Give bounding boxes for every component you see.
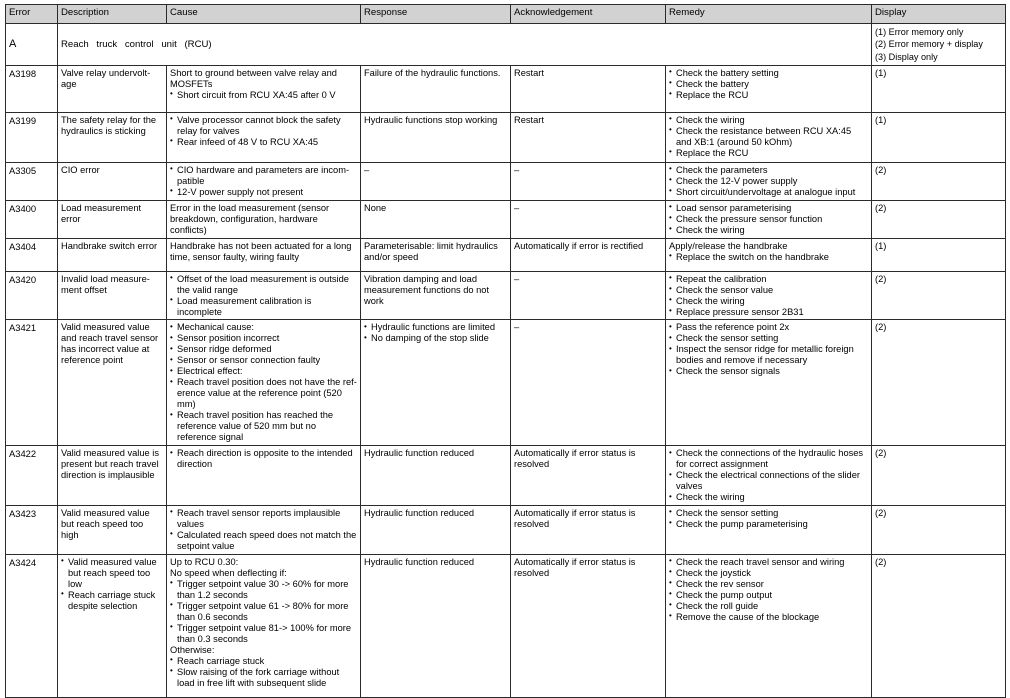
cell-display: (2)	[872, 320, 1006, 446]
cause-item: No speed when deflecting if:	[170, 567, 287, 578]
remedy-list	[669, 448, 868, 503]
cell-remedy	[666, 446, 872, 506]
column-header-display: Display	[872, 5, 1006, 24]
table-row	[6, 162, 1006, 200]
cell-display: (1)	[872, 112, 1006, 162]
cell-response	[361, 112, 511, 162]
acknowledgement-text: Automatically if error status is resolved	[514, 448, 636, 470]
cause-item: • Reach direction is opposite to the intended direction	[170, 448, 357, 470]
remedy-item: • Check the sensor value	[669, 285, 868, 296]
cause-list	[170, 274, 357, 318]
column-header-error: Error	[6, 5, 58, 24]
acknowledgement-text: –	[514, 322, 520, 333]
remedy-item: • Check the joystick	[669, 568, 868, 579]
table-row	[6, 112, 1006, 162]
cause-list	[170, 115, 357, 148]
cell-acknowledgement	[511, 446, 666, 506]
description-text: Valid measured value is present but reach travel direction is implausible	[61, 448, 160, 481]
cause-item: • Sensor ridge deformed	[170, 344, 357, 355]
cause-item: • Trigger setpoint value 30 -> 60% for more than 1.2 seconds	[170, 579, 357, 601]
cell-error-code: A3420	[6, 271, 58, 320]
acknowledgement-text: Automatically if error status is resolved	[514, 556, 636, 578]
cell-remedy	[666, 162, 872, 200]
display-legend	[872, 24, 1006, 66]
cell-acknowledgement	[511, 505, 666, 554]
acknowledgement-text: Automatically if error is rectified	[514, 240, 644, 251]
cell-acknowledgement	[511, 320, 666, 446]
cell-response	[361, 200, 511, 238]
cause-list	[170, 448, 357, 470]
description-list	[61, 557, 163, 612]
display-legend-line: (1) Error memory only	[875, 27, 964, 37]
description-item: • Reach carriage stuck despite selection	[61, 590, 163, 612]
remedy-list	[669, 165, 868, 198]
remedy-item: • Check the pressure sensor function	[669, 214, 868, 225]
response-text: –	[364, 164, 370, 175]
table-row	[6, 271, 1006, 320]
table-header	[6, 5, 1006, 24]
cause-item: • Trigger setpoint value 81-> 100% for more than 0.3 seconds	[170, 623, 357, 645]
remedy-item: • Check the parameters	[669, 165, 868, 176]
cell-description	[58, 238, 167, 271]
cause-item: • Calculated reach speed does not match the setpoint value	[170, 530, 357, 552]
cause-item: • Offset of the load measurement is outside the valid range	[170, 274, 357, 296]
table-row	[6, 200, 1006, 238]
remedy-item: • Check the 12-V power supply	[669, 176, 868, 187]
cell-remedy	[666, 271, 872, 320]
cell-acknowledgement	[511, 112, 666, 162]
cell-cause	[167, 200, 361, 238]
acknowledgement-text: Automatically if error status is resolved	[514, 507, 636, 529]
response-text: Vibration damping and load measurement functions do not work	[364, 273, 490, 306]
remedy-item: • Check the sensor signals	[669, 366, 868, 377]
group-title: Reach truck control unit (RCU)	[58, 24, 872, 66]
cell-error-code: A3404	[6, 238, 58, 271]
cell-cause	[167, 554, 361, 697]
table-row	[6, 446, 1006, 506]
cell-response	[361, 320, 511, 446]
cause-item: • Trigger setpoint value 61 -> 80% for more than 0.6 seconds	[170, 601, 357, 623]
remedy-item: • Check the pump parameterising	[669, 519, 868, 530]
acknowledgement-text: –	[514, 202, 520, 213]
cell-description	[58, 200, 167, 238]
remedy-item: • Inspect the sensor ridge for metallic foreign bodies and remove if necessary	[669, 344, 868, 366]
remedy-item: • Check the wiring	[669, 115, 868, 126]
remedy-list	[669, 115, 868, 159]
cell-display: (2)	[872, 162, 1006, 200]
description-text: Valve relay undervolt-age	[61, 67, 151, 89]
cell-cause	[167, 65, 361, 112]
table-row	[6, 554, 1006, 697]
cell-cause	[167, 320, 361, 446]
display-legend-line: (3) Display only	[875, 51, 938, 62]
cause-item: • Valve processor cannot block the safety relay for valves	[170, 115, 357, 137]
column-header-response: Response	[361, 5, 511, 24]
cause-item: • Electrical effect:	[170, 366, 357, 377]
cell-display: (1)	[872, 65, 1006, 112]
cell-error-code: A3421	[6, 320, 58, 446]
cell-remedy	[666, 554, 872, 697]
column-header-acknowledgement: Acknowledgement	[511, 5, 666, 24]
display-legend-line: (2) Error memory + display	[875, 39, 983, 50]
cell-cause	[167, 446, 361, 506]
response-text: Hydraulic function reduced	[364, 556, 475, 567]
table-row	[6, 320, 1006, 446]
remedy-list	[669, 203, 868, 236]
cause-text: Handbrake has not been actuated for a long time, sensor faulty, wiring faulty	[170, 240, 352, 262]
cell-cause	[167, 271, 361, 320]
cell-description	[58, 446, 167, 506]
remedy-item: • Short circuit/undervoltage at analogue input	[669, 187, 868, 198]
remedy-list	[669, 241, 868, 263]
remedy-item: • Check the wiring	[669, 492, 868, 503]
remedy-item: • Check the sensor setting	[669, 333, 868, 344]
cause-item: • Load measurement calibration is incomplete	[170, 296, 357, 318]
cell-display: (1)	[872, 238, 1006, 271]
cell-display: (2)	[872, 505, 1006, 554]
cause-item: • Short circuit from RCU XA:45 after 0 V	[170, 90, 357, 101]
cause-item: Otherwise:	[170, 644, 215, 655]
cause-list	[170, 508, 357, 552]
response-text: Hydraulic function reduced	[364, 448, 475, 459]
response-text: Hydraulic function reduced	[364, 507, 475, 518]
cell-display: (2)	[872, 271, 1006, 320]
cause-item: • Slow raising of the fork carriage without load in free lift with subsequent slide	[170, 667, 357, 689]
description-text: CIO error	[61, 164, 100, 175]
remedy-item: • Pass the reference point 2x	[669, 322, 868, 333]
description-text: Load measurement error	[61, 202, 142, 224]
description-text: Valid measured value but reach speed too high	[61, 507, 150, 540]
remedy-item: • Repeat the calibration	[669, 274, 868, 285]
remedy-list	[669, 322, 868, 377]
cell-response	[361, 162, 511, 200]
cell-error-code: A3198	[6, 65, 58, 112]
cell-error-code: A3422	[6, 446, 58, 506]
remedy-list	[669, 274, 868, 318]
group-band-row	[6, 24, 1006, 66]
remedy-item: • Check the battery	[669, 79, 868, 90]
response-text: Parameterisable: limit hydraulics and/or speed	[364, 240, 498, 262]
remedy-item: Apply/release the handbrake	[669, 240, 788, 251]
cell-remedy	[666, 200, 872, 238]
cell-display: (2)	[872, 200, 1006, 238]
cause-item: • CIO hardware and parameters are incom-patible	[170, 165, 357, 187]
cell-error-code: A3423	[6, 505, 58, 554]
column-header-description: Description	[58, 5, 167, 24]
response-text: Hydraulic functions stop working	[364, 114, 498, 125]
cause-item: • Mechanical cause:	[170, 322, 357, 333]
cell-error-code: A3305	[6, 162, 58, 200]
cell-description	[58, 162, 167, 200]
cell-remedy	[666, 238, 872, 271]
remedy-item: • Remove the cause of the blockage	[669, 612, 868, 623]
remedy-item: • Check the battery setting	[669, 68, 868, 79]
cell-description	[58, 320, 167, 446]
cell-error-code: A3400	[6, 200, 58, 238]
cause-item: Up to RCU 0.30:	[170, 556, 239, 567]
cause-list	[170, 68, 357, 101]
remedy-item: • Replace the RCU	[669, 148, 868, 159]
cell-description	[58, 554, 167, 697]
cell-description	[58, 505, 167, 554]
acknowledgement-text: Restart	[514, 67, 544, 78]
cause-item: • Sensor or sensor connection faulty	[170, 355, 357, 366]
response-text: Failure of the hydraulic functions.	[364, 67, 501, 78]
table-row	[6, 65, 1006, 112]
group-code: A	[6, 24, 58, 66]
cell-remedy	[666, 505, 872, 554]
description-text: Invalid load measure-ment offset	[61, 273, 150, 295]
cell-remedy	[666, 112, 872, 162]
cell-response	[361, 271, 511, 320]
table-body	[6, 24, 1006, 698]
cell-description	[58, 65, 167, 112]
cell-acknowledgement	[511, 200, 666, 238]
description-item: • Valid measured value but reach speed too low	[61, 557, 163, 590]
cell-description	[58, 271, 167, 320]
cause-list	[170, 165, 357, 198]
cause-list	[170, 322, 357, 443]
remedy-item: • Check the sensor setting	[669, 508, 868, 519]
cell-response	[361, 554, 511, 697]
table-row	[6, 238, 1006, 271]
column-header-remedy: Remedy	[666, 5, 872, 24]
table-header-row	[6, 5, 1006, 24]
remedy-item: • Check the reach travel sensor and wiring	[669, 557, 868, 568]
cause-item: • Reach travel position has reached the reference value of 520 mm but no reference signal	[170, 410, 357, 443]
error-code-table	[5, 4, 1006, 698]
cause-item: • Sensor position incorrect	[170, 333, 357, 344]
cause-item: • 12-V power supply not present	[170, 187, 357, 198]
cell-remedy	[666, 320, 872, 446]
remedy-list	[669, 508, 868, 530]
cause-item: • Reach carriage stuck	[170, 656, 357, 667]
cause-item: • Rear infeed of 48 V to RCU XA:45	[170, 137, 357, 148]
cause-list	[170, 557, 357, 689]
cell-response	[361, 238, 511, 271]
remedy-item: • Check the electrical connections of the slider valves	[669, 470, 868, 492]
cell-cause	[167, 505, 361, 554]
cell-acknowledgement	[511, 554, 666, 697]
remedy-item: • Check the resistance between RCU XA:45 and XB:1 (around 50 kOhm)	[669, 126, 868, 148]
remedy-item: • Check the wiring	[669, 225, 868, 236]
remedy-list	[669, 557, 868, 623]
cell-description	[58, 112, 167, 162]
remedy-item: • Replace pressure sensor 2B31	[669, 307, 868, 318]
cell-response	[361, 446, 511, 506]
cell-acknowledgement	[511, 271, 666, 320]
cell-cause	[167, 238, 361, 271]
acknowledgement-text: –	[514, 273, 520, 284]
description-text: The safety relay for the hydraulics is sticking	[61, 114, 157, 136]
cell-display: (2)	[872, 554, 1006, 697]
remedy-list	[669, 68, 868, 101]
cause-text: Error in the load measurement (sensor breakdown, configuration, hardware conflicts)	[170, 202, 330, 235]
acknowledgement-text: –	[514, 164, 520, 175]
cell-display: (2)	[872, 446, 1006, 506]
cell-error-code: A3199	[6, 112, 58, 162]
column-header-cause: Cause	[167, 5, 361, 24]
acknowledgement-text: Restart	[514, 114, 544, 125]
cell-response	[361, 505, 511, 554]
response-text: None	[364, 202, 387, 213]
response-item: • Hydraulic functions are limited	[364, 322, 507, 333]
description-text: Handbrake switch error	[61, 240, 158, 251]
cell-remedy	[666, 65, 872, 112]
remedy-item: • Check the roll guide	[669, 601, 868, 612]
remedy-item: • Replace the RCU	[669, 90, 868, 101]
cell-cause	[167, 162, 361, 200]
remedy-item: • Load sensor parameterising	[669, 203, 868, 214]
remedy-item: • Check the wiring	[669, 296, 868, 307]
description-text: Valid measured value and reach travel sensor has incorrect value at reference point	[61, 322, 159, 366]
cell-response	[361, 65, 511, 112]
cause-item: • Reach travel position does not have the ref-erence value at the reference point (520 mm)	[170, 377, 357, 410]
response-list	[364, 322, 507, 344]
cell-acknowledgement	[511, 65, 666, 112]
cell-error-code: A3424	[6, 554, 58, 697]
response-item: • No damping of the stop slide	[364, 333, 507, 344]
table-row	[6, 505, 1006, 554]
cell-acknowledgement	[511, 162, 666, 200]
remedy-item: • Check the pump output	[669, 590, 868, 601]
cause-item: Short to ground between valve relay and MOSFETs	[170, 67, 337, 89]
remedy-item: • Check the rev sensor	[669, 579, 868, 590]
cause-item: • Reach travel sensor reports implausible values	[170, 508, 357, 530]
cell-cause	[167, 112, 361, 162]
remedy-item: • Check the connections of the hydraulic hoses for correct assignment	[669, 448, 868, 470]
remedy-item: • Replace the switch on the handbrake	[669, 252, 868, 263]
cell-acknowledgement	[511, 238, 666, 271]
